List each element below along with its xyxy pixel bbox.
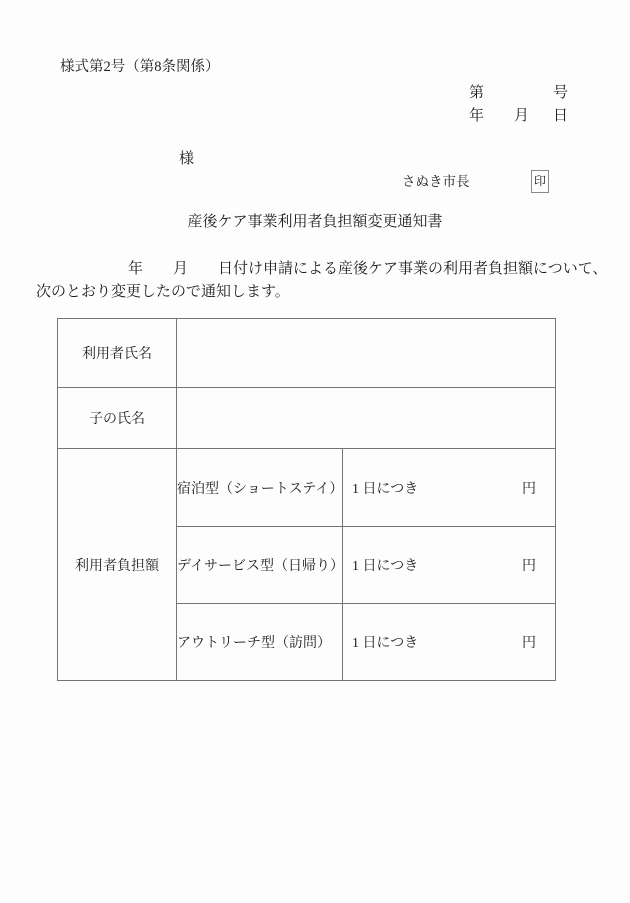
date-day-label: 日 (553, 108, 569, 124)
burden-label: 利用者負担額 (58, 449, 177, 681)
fee-value-cell (343, 604, 556, 681)
user-name-label: 利用者氏名 (58, 319, 177, 388)
fee-table (57, 318, 556, 681)
per-day-label: 1 日につき (352, 481, 419, 497)
currency-label: 円 (522, 559, 536, 574)
sender-name: さぬき市長 (402, 174, 470, 189)
doc-number-prefix: 第 (469, 85, 485, 101)
fee-value-cell (343, 527, 556, 604)
table-row (58, 449, 556, 527)
child-name-label: 子の氏名 (58, 388, 177, 449)
currency-label: 円 (522, 481, 536, 497)
fee-value-cell (343, 449, 556, 527)
form-number: 様式第2号（第8条関係） (60, 59, 220, 75)
per-day-label: 1 日につき (352, 559, 419, 574)
addressee-honorific: 様 (179, 151, 195, 167)
notice-paragraph-line1: 年 月 日付け申請による産後ケア事業の利用者負担額について、 (128, 261, 608, 277)
date-year-label: 年 (469, 108, 485, 124)
table-row (58, 388, 556, 449)
doc-number-suffix: 号 (553, 85, 569, 101)
table-row (58, 319, 556, 388)
per-day-label: 1 日につき (352, 636, 419, 651)
service-type-label: デイサービス型（日帰り） (177, 527, 343, 604)
user-name-value-cell (177, 319, 556, 388)
child-name-value-cell (177, 388, 556, 449)
document-title: 産後ケア事業利用者負担額変更通知書 (187, 214, 443, 230)
service-type-label: 宿泊型（ショートステイ） (177, 449, 343, 527)
seal-stamp: 印 (531, 170, 549, 193)
currency-label: 円 (522, 636, 536, 651)
service-type-label: アウトリーチ型（訪問） (177, 604, 343, 681)
notice-paragraph-line2: 次のとおり変更したので通知します。 (36, 284, 290, 300)
date-month-label: 月 (514, 108, 530, 124)
